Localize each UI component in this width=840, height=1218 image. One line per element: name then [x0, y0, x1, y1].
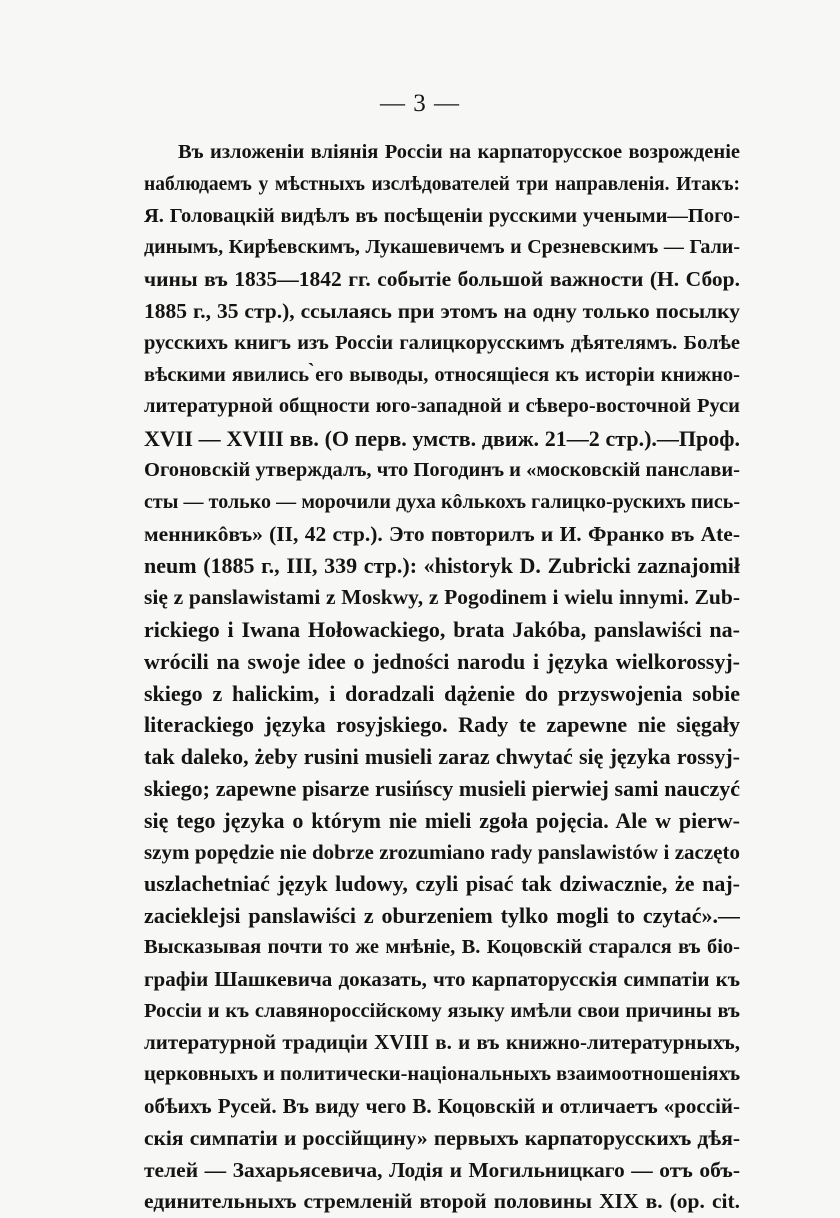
text-line: наблюдаемъ у мѣстныхъ изслѣдователей три направленiя. Итакъ: [144, 173, 740, 195]
text-line: телей — Захарьясевича, Лодiя и Могильницкаго — отъ объ- [144, 1157, 740, 1182]
text-line: XVII — XVIII вв. (О перв. умств. движ. 21—2 стр.).—Проф. [144, 426, 740, 452]
text-line: графiи Шашкевича доказать, что карпаторусскiя симпатiи къ [144, 966, 740, 991]
text-line: Въ изложенiи влiянiя Россiи на карпаторусское возрожденiе [178, 141, 740, 163]
text-line: tak daleko, żeby rusini musieli zaraz chwytać się języka rossyj- [144, 744, 740, 770]
text-line: чины въ 1835—1842 гг. событiе большой важности (Н. Сбор. [144, 267, 740, 292]
text-line: się z panslawistami z Moskwy, z Pogodinem i wielu innymi. Zub- [144, 585, 740, 610]
text-line: литературной общности юго-западной и сѣверо-восточной Руси [144, 395, 740, 418]
text-line: вѣскими явились ̀его выводы, относящiеся къ исторiи книжно- [144, 363, 740, 386]
text-line: zacieklejsi panslawiści z oburzeniem tylko mogli to czytać».— [144, 903, 740, 929]
text-line: Я. Головацкiй видѣлъ въ посѣщенiи русскими учеными—Пого- [144, 204, 740, 227]
text-line: Россiи и къ славянороссiйскому языку имѣли свои причины въ [144, 999, 740, 1022]
text-line: Высказывая почти то же мнѣнiе, В. Коцовскiй старался въ бiо- [144, 935, 740, 958]
text-line: neum (1885 г., III, 339 стр.): «historyk D. Zubricki zaznajomił [144, 553, 740, 579]
body-text [144, 137, 740, 1218]
text-line: Огоновскiй утверждалъ, что Погодинъ и «московскiй панслави- [144, 458, 740, 481]
text-line: литературной традицiи XVIII в. и въ книжно-литературныхъ, [144, 1030, 740, 1055]
text-line: русскихъ книгъ изъ Россiи галицкорусскимъ дѣятелямъ. Болѣе [144, 331, 740, 354]
text-line: literackiego języka rosyjskiego. Rady te zapewne nie sięgały [144, 712, 740, 738]
text-line: менникôвъ» (II, 42 стр.). Это повторилъ и И. Франко въ Ate- [144, 521, 740, 546]
text-line: сты — только — морочили духа кôлькохъ галицко-рускихъ пись- [144, 490, 740, 513]
text-line: динымъ, Кирѣевскимъ, Лукашевичемъ и Срезневскимъ — Гали- [144, 236, 740, 259]
text-line: wrócili na swoje idee o jedności narodu i języka wielkorossyj- [144, 648, 740, 674]
text-line: skiego; zapewne pisarze rusińscy musieli pierwiej sami nauczyć [144, 775, 740, 801]
text-line: церковныхъ и политически-нацiональныхъ взаимоотношенiяхъ [144, 1063, 740, 1086]
text-line: szym popędzie nie dobrze zrozumiano rady panslawistów i zaczęto [144, 839, 740, 864]
text-line: обѣихъ Русей. Въ виду чего В. Коцовскiй и отличаетъ «россiй- [144, 1093, 740, 1118]
page-number: — 3 — [380, 90, 460, 117]
text-line: скiя симпатiи и россiйщину» первыхъ карпаторусскихъ дѣя- [144, 1125, 740, 1150]
text-line: 1885 г., 35 стр.), ссылаясь при этомъ на одну только посылку [144, 298, 740, 323]
text-line: uszlachetniać język ludowy, czyli pisać tak dziwacznie, że naj- [144, 871, 740, 897]
text-line: rickiego i Iwana Hołowackiego, brata Jakóba, panslawiści na- [144, 616, 740, 642]
text-line: się tego języka o którym nie mieli zgoła pojęcia. Ale w pierw- [144, 807, 740, 833]
text-line: skiego z halickim, i doradzali dążenie do przyswojenia sobie [144, 680, 740, 706]
text-line: единительныхъ стремленiй второй половины XIX в. (op. cit. [144, 1189, 740, 1214]
